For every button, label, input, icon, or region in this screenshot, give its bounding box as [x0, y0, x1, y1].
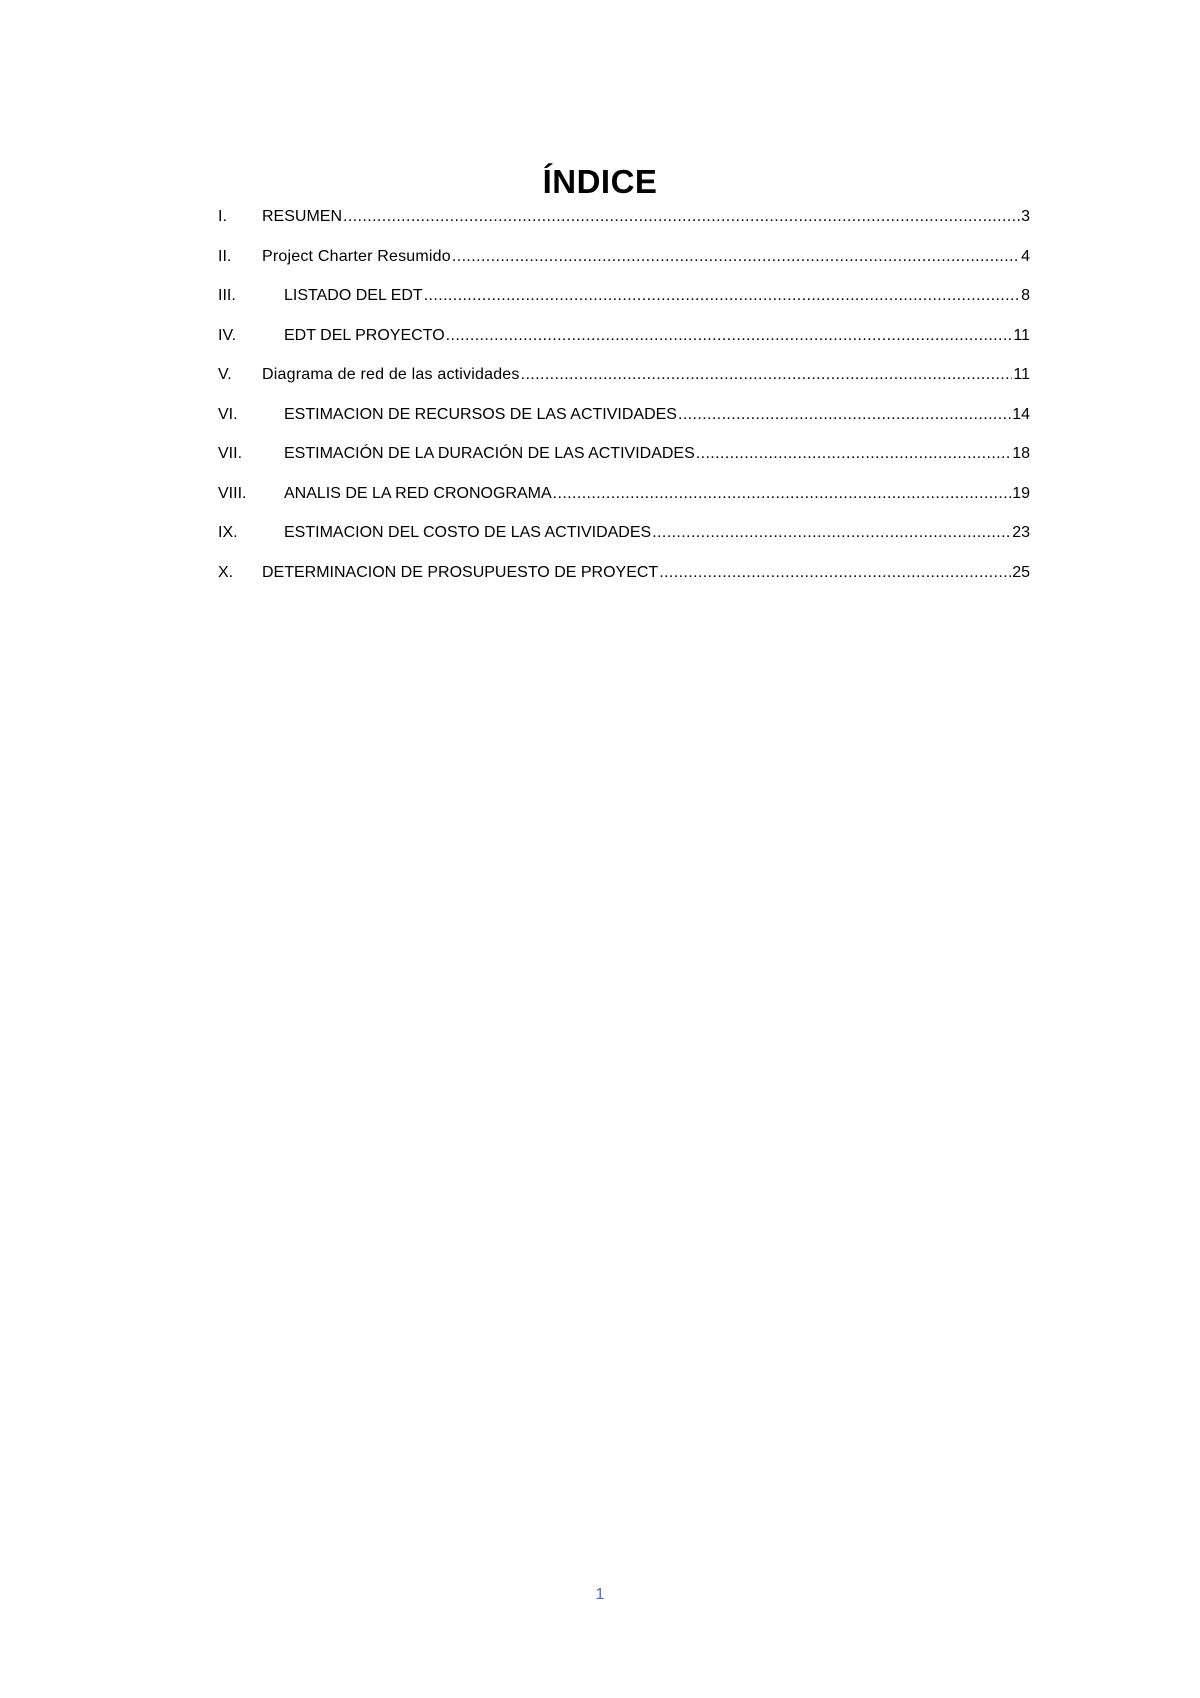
toc-entry-page: 18 — [1012, 445, 1030, 462]
toc-entry-label: ESTIMACION DEL COSTO DE LAS ACTIVIDADES — [284, 524, 652, 541]
page-title: ÍNDICE — [542, 163, 658, 200]
toc-entry-page: 4 — [1021, 247, 1030, 265]
toc-entry-number: II. — [218, 247, 232, 265]
table-of-contents — [218, 207, 1030, 602]
toc-entry-number: I. — [218, 208, 227, 225]
toc-entry-label: ANALIS DE LA RED CRONOGRAMA — [284, 484, 552, 502]
toc-dot-leader — [652, 523, 1011, 543]
toc-dot-leader — [452, 247, 1020, 267]
toc-entry-project-charter[interactable] — [218, 247, 1030, 287]
toc-dot-leader — [678, 405, 1011, 425]
toc-entry-number: III. — [218, 287, 236, 304]
toc-entry-page: 19 — [1012, 484, 1030, 502]
toc-entry-number: V. — [218, 366, 232, 383]
toc-entry-resumen[interactable] — [218, 207, 1030, 247]
toc-entry-number: VIII. — [218, 484, 247, 502]
toc-entry-label: LISTADO DEL EDT — [284, 287, 423, 304]
toc-entry-edt-proyecto[interactable] — [218, 326, 1030, 366]
toc-entry-label: ESTIMACION DE RECURSOS DE LAS ACTIVIDADES — [284, 405, 677, 423]
toc-entry-number: VI. — [218, 405, 238, 423]
toc-entry-label: RESUMEN — [262, 208, 343, 225]
toc-entry-page: 25 — [1012, 563, 1030, 581]
toc-entry-estimacion-duracion[interactable] — [218, 444, 1030, 484]
toc-entry-estimacion-recursos[interactable] — [218, 405, 1030, 445]
toc-entry-listado-edt[interactable] — [218, 286, 1030, 326]
toc-dot-leader — [659, 563, 1011, 583]
toc-entry-page: 11 — [1013, 366, 1030, 383]
toc-dot-leader — [696, 444, 1011, 464]
toc-entry-label: EDT DEL PROYECTO — [284, 326, 445, 344]
toc-dot-leader — [446, 326, 1013, 346]
toc-entry-analis-red[interactable] — [218, 484, 1030, 524]
toc-dot-leader — [424, 286, 1020, 306]
toc-entry-page: 23 — [1012, 524, 1030, 541]
toc-dot-leader — [553, 484, 1012, 504]
toc-entry-number: X. — [218, 563, 234, 581]
toc-entry-page: 11 — [1013, 326, 1030, 344]
toc-entry-page: 14 — [1012, 405, 1030, 423]
toc-entry-estimacion-costo[interactable] — [218, 523, 1030, 563]
toc-dot-leader — [521, 365, 1013, 385]
toc-entry-label: ESTIMACIÓN DE LA DURACIÓN DE LAS ACTIVIDADES — [284, 445, 695, 462]
toc-dot-leader — [343, 207, 1020, 227]
toc-entry-presupuesto[interactable] — [218, 563, 1030, 603]
toc-entry-label: Diagrama de red de las actividades — [262, 366, 520, 383]
toc-entry-label: DETERMINACION DE PROSUPUESTO DE PROYECT — [262, 563, 659, 581]
toc-entry-page: 8 — [1021, 287, 1030, 304]
toc-entry-diagrama-red[interactable] — [218, 365, 1030, 405]
footer-page-number: 1 — [595, 1586, 605, 1603]
toc-entry-page: 3 — [1021, 208, 1030, 225]
toc-entry-label: Project Charter Resumido — [262, 247, 451, 265]
toc-entry-number: IX. — [218, 524, 238, 541]
toc-entry-number: VII. — [218, 445, 243, 462]
toc-entry-number: IV. — [218, 326, 237, 344]
